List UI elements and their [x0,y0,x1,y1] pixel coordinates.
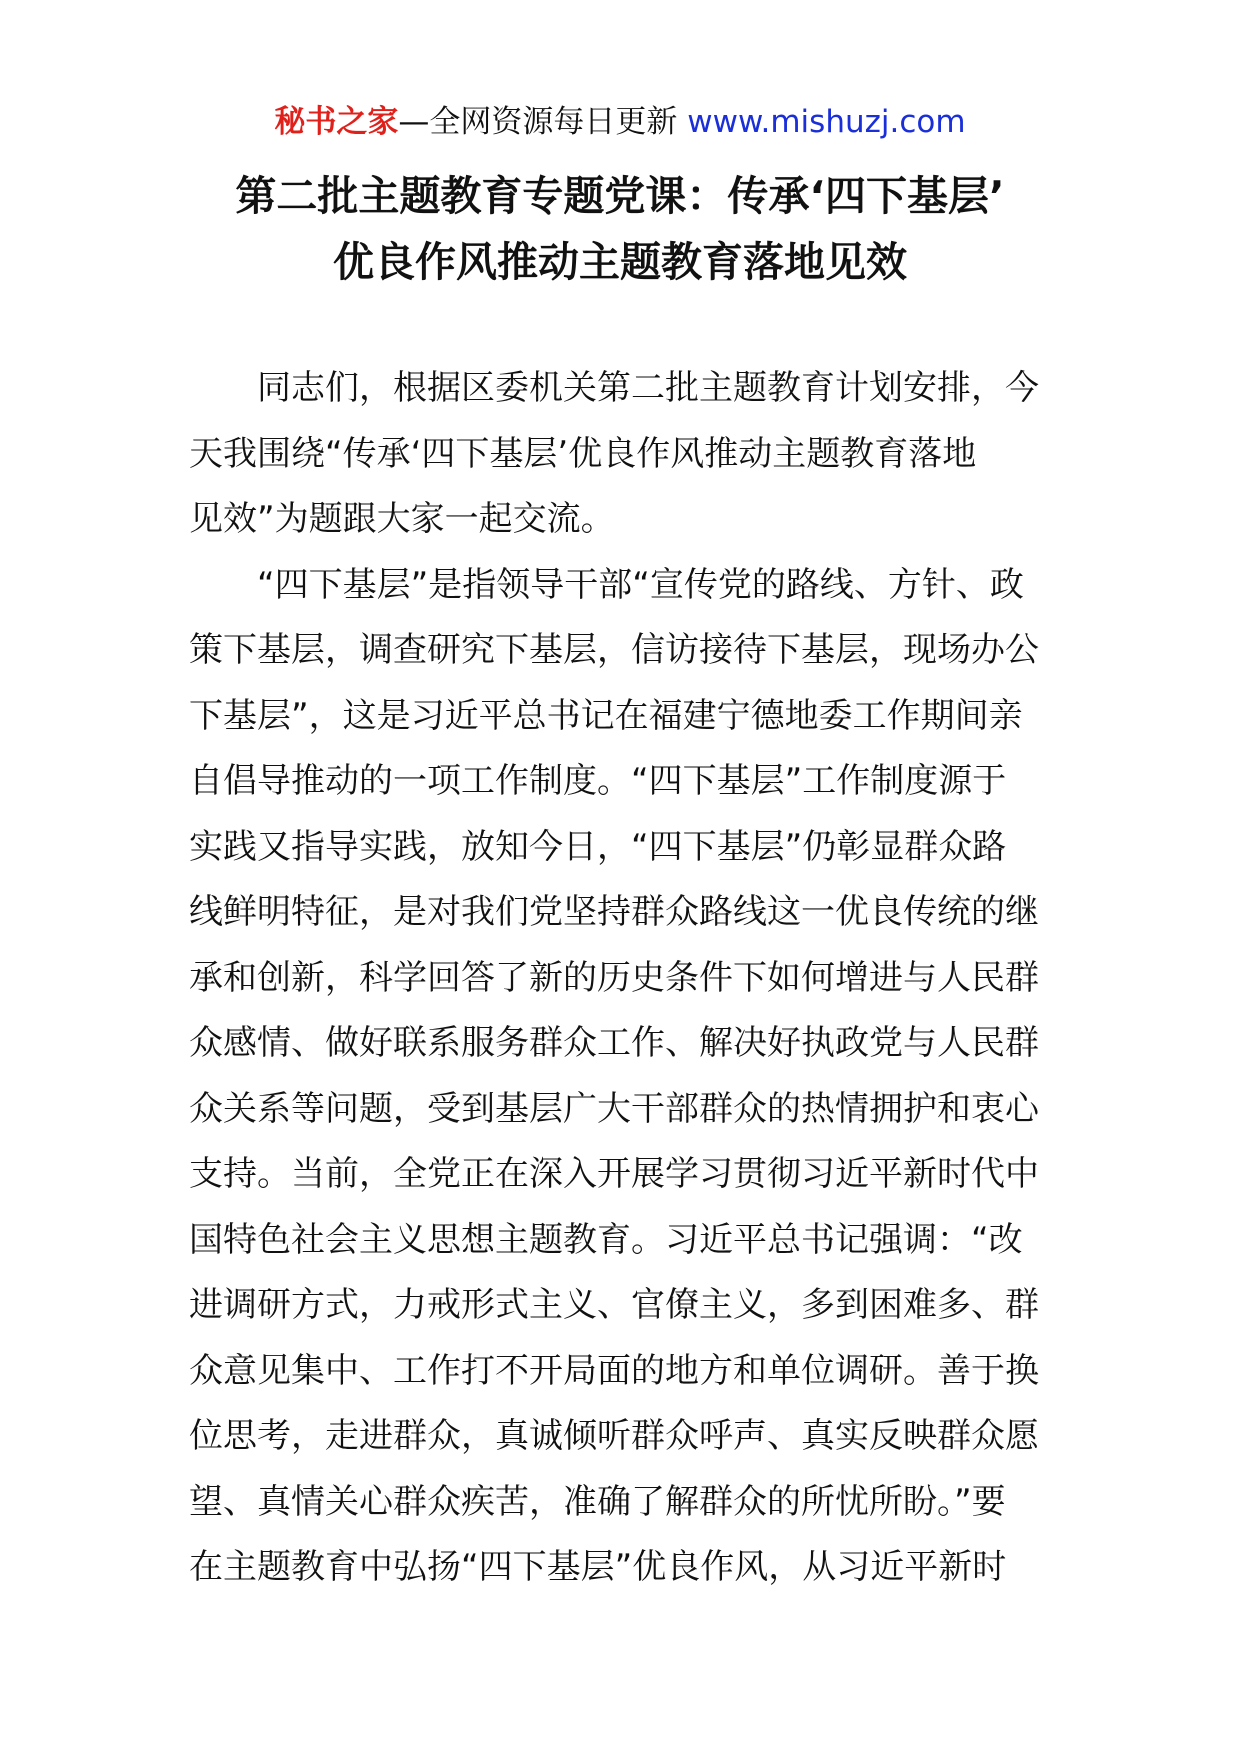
body-line: 下基层”，这是习近平总书记在福建宁德地委工作期间亲 [189,695,1023,736]
body-line: 同志们，根据区委机关第二批主题教育计划安排，今 [189,368,1039,408]
body-line: 众感情、做好联系服务群众工作、解决好执政党与人民群 [189,1023,1039,1063]
header-tagline: —全网资源每日更新 [398,104,688,140]
body-line: 策下基层，调查研究下基层，信访接待下基层，现场办公 [189,630,1039,670]
body-line: 天我围绕“传承‘四下基层’优良作风推动主题教育落地 [189,433,977,474]
body-line: 位思考，走进群众，真诚倾听群众呼声、真实反映群众愿 [189,1416,1039,1456]
body-line: 自倡导推动的一项工作制度。“四下基层”工作制度源于 [189,761,1007,801]
title-line-1: 第二批主题教育专题党课：传承‘四下基层’ [235,172,1005,220]
body-line: 众关系等问题，受到基层广大干部群众的热情拥护和衷心 [189,1088,1039,1129]
body-line: 线鲜明特征，是对我们党坚持群众路线这一优良传统的继 [189,892,1039,932]
body-line: 见效”为题跟大家一起交流。 [189,499,615,539]
body-line: 实践又指导实践，放知今日，“四下基层”仍彰显群众路 [189,826,1007,867]
document-body [189,356,1059,1601]
body-line: 望、真情关心群众疾苦，准确了解群众的所忧所盼。”要 [189,1481,1006,1522]
brand-name: 秘书之家 [274,104,399,140]
body-line: 国特色社会主义思想主题教育。习近平总书记强调：“改 [189,1219,1023,1260]
body-line: 众意见集中、工作打不开局面的地方和单位调研。善于换 [189,1350,1039,1391]
body-line: 支持。当前，全党正在深入开展学习贯彻习近平新时代中 [189,1154,1039,1194]
body-line: 承和创新，科学回答了新的历史条件下如何增进与人民群 [189,957,1039,998]
body-line: 进调研方式，力戒形式主义、官僚主义，多到困难多、群 [189,1285,1039,1325]
document-title [0,163,1240,295]
site-url-link[interactable]: www.mishuzj.com [687,104,966,140]
body-line: “四下基层”是指领导干部“宣传党的路线、方针、政 [189,564,1024,605]
title-line-2: 优良作风推动主题教育落地见效 [333,238,907,286]
body-line: 在主题教育中弘扬“四下基层”优良作风，从习近平新时 [189,1547,1007,1587]
site-header [0,100,1240,144]
